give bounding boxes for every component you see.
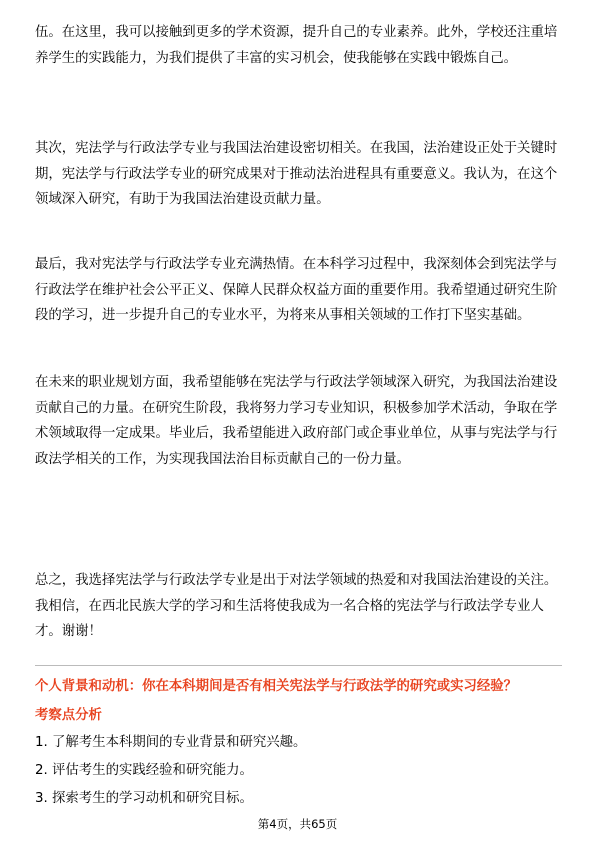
section-divider <box>35 665 562 666</box>
analysis-point-1: 1. 了解考生本科期间的专业背景和研究兴趣。 <box>35 735 307 750</box>
analysis-heading: 考察点分析 <box>35 708 102 723</box>
body-paragraph-3: 最后，我对宪法学与行政法学专业充满热情。在本科学习过程中，我深刻体会到宪法学与行政法学在维护社会公平正义、保障人民群众权益方面的重要作用。我希望通过研究生阶段的学习，进一步提升自己的专业水平，为将来从事相关领域的工作打下坚实基础。 <box>35 257 558 323</box>
body-paragraph-1: 伍。在这里，我可以接触到更多的学术资源，提升自己的专业素养。此外，学校还注重培养学生的实践能力，为我们提供了丰富的实习机会，使我能够在实践中锻炼自己。 <box>35 25 558 66</box>
body-paragraph-2: 其次，宪法学与行政法学专业与我国法治建设密切相关。在我国，法治建设正处于关键时期，宪法学与行政法学专业的研究成果对于推动法治进程具有重要意义。我认为，在这个领域深入研究，有助于为我国法治建设贡献力量。 <box>35 141 558 207</box>
body-paragraph-4: 在未来的职业规划方面，我希望能够在宪法学与行政法学领域深入研究，为我国法治建设贡献自己的力量。在研究生阶段，我将努力学习专业知识，积极参加学术活动，争取在学术领域取得一定成果。毕业后，我希望能进入政府部门或企事业单位，从事与宪法学与行政法学相关的工作，为实现我国法治目标贡献自己的一份力量。 <box>35 375 558 467</box>
body-paragraph-5: 总之，我选择宪法学与行政法学专业是出于对法学领域的热爱和对我国法治建设的关注。我相信，在西北民族大学的学习和生活将使我成为一名合格的宪法学与行政法学专业人才。谢谢！ <box>35 573 558 639</box>
interview-question: 个人背景和动机：你在本科期间是否有相关宪法学与行政法学的研究或实习经验？ <box>35 679 518 694</box>
analysis-point-3: 3. 探索考生的学习动机和研究目标。 <box>35 791 253 806</box>
analysis-point-2: 2. 评估考生的实践经验和研究能力。 <box>35 763 253 778</box>
page-footer: 第4页，共65页 <box>257 817 338 831</box>
